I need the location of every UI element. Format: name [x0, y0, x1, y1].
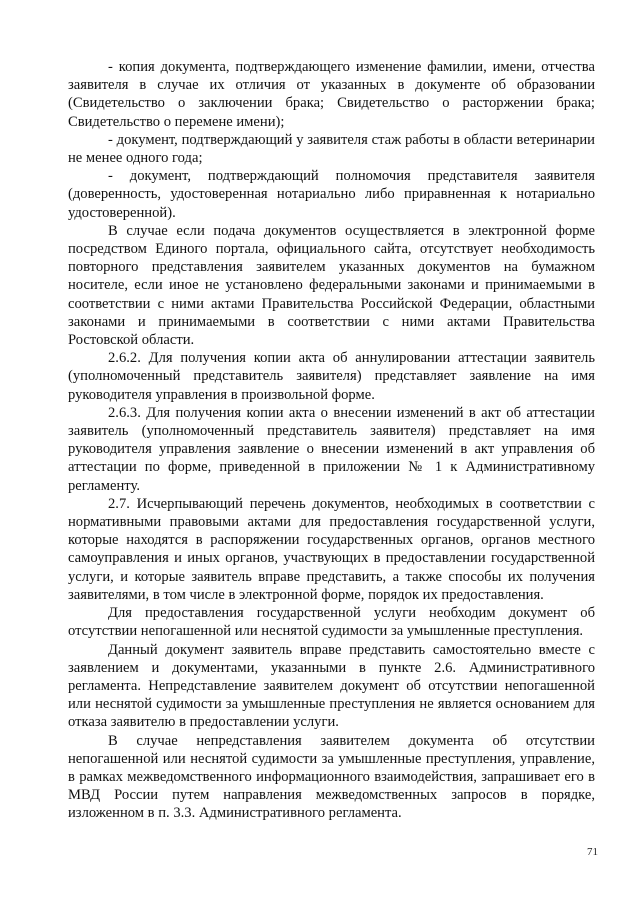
- paragraph-criminal-record-document: Для предоставления государственной услуги необходим документ об отсутствии непогашенной или неснятой судимости за умышленные преступления.: [68, 605, 595, 640]
- page-number: 71: [587, 846, 598, 858]
- paragraph-work-experience: - документ, подтверждающий у заявителя стаж работы в области ветеринарии не менее одного года;: [68, 131, 595, 167]
- paragraph-2-6-3: 2.6.3. Для получения копии акта о внесении изменений в акт об аттестации заявитель (уполномоченный представитель заявителя) представляет на имя руководителя управления заявление о внесении изменений в акт управления об аттестации по форме, приведенной в приложении № 1 к Административному регламенту.: [68, 404, 595, 494]
- paragraph-2-7: 2.7. Исчерпывающий перечень документов, необходимых в соответствии с нормативными правовыми актами для предоставления государственной услуги, которые находятся в распоряжении государственных органов, органов местного самоуправления и иных органов, участвующих в предоставлении государственной услуги, и которые заявитель вправе представить, а также способы их получения заявителями, в том числе в электронной форме, порядок их предоставления.: [68, 495, 595, 603]
- paragraph-representative-authority: - документ, подтверждающий полномочия представителя заявителя (доверенность, удостоверенная нотариально либо приравненная к нотариально удостоверенной).: [68, 168, 595, 221]
- paragraph-name-change-copy: - копия документа, подтверждающего изменение фамилии, имени, отчества заявителя в случае их отличия от указанных в документе об образовании (Свидетельство о заключении брака; Свидетельство о расторжении брака; Свидетельство о перемене имени);: [68, 59, 595, 130]
- document-body: [68, 58, 595, 823]
- paragraph-interagency-request: В случае непредставления заявителем документа об отсутствии непогашенной или неснятой судимости за умышленные преступления, управление, в рамках межведомственного информационного взаимодействия, запрашивает его в МВД России путем направления межведомственных запросов в порядке, изложенном в п. 3.3. Административного регламента.: [68, 732, 595, 822]
- paragraph-applicant-may-submit: Данный документ заявитель вправе представить самостоятельно вместе с заявлением и документами, указанными в пункте 2.6. Административного регламента. Непредставление заявителем документ об отсутствии непогашенной или неснятой судимости за умышленные преступления не является основанием для отказа заявителю в предоставлении услуги.: [68, 641, 595, 731]
- paragraph-2-6-2: 2.6.2. Для получения копии акта об аннулировании аттестации заявитель (уполномоченный представитель заявителя) представляет заявление на имя руководителя управления в произвольной форме.: [68, 350, 595, 403]
- paragraph-electronic-submission: В случае если подача документов осуществляется в электронной форме посредством Единого портала, официального сайта, отсутствует необходимость повторного представления заявителем указанных документов на бумажном носителе, если иное не установлено федеральными законами и принимаемыми в соответствии с ними актами Правительства Российской Федерации, областными законами и принимаемыми в соответствии с ними актами Правительства Ростовской области.: [68, 222, 595, 349]
